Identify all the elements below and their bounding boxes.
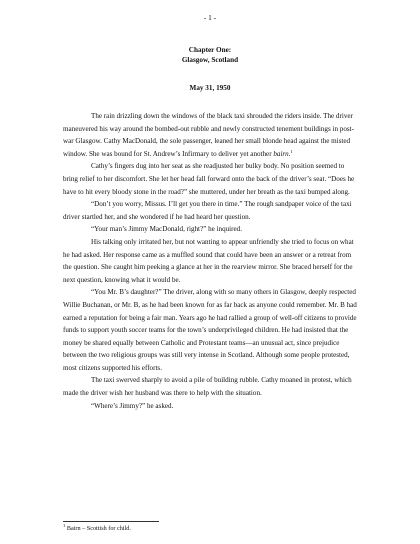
paragraph: The taxi swerved sharply to avoid a pile of building rubble. Cathy moaned in protest, which made the driver wish her husband was there to help with the situation. bbox=[63, 376, 352, 398]
paragraph: “Your man’s Jimmy MacDonald, right?” he inquired. bbox=[91, 225, 242, 234]
paragraph bbox=[63, 110, 361, 160]
footnote-text: Bairn – Scottish for child. bbox=[66, 525, 131, 532]
italic-word: bairn bbox=[273, 149, 289, 158]
footnote-number: 1 bbox=[63, 523, 66, 528]
body-text bbox=[63, 110, 361, 412]
chapter-title: Chapter One: bbox=[188, 46, 232, 54]
footnote-ref: 1 bbox=[290, 148, 293, 154]
page-number: - 1 - bbox=[203, 13, 217, 22]
paragraph-text-end: . bbox=[288, 149, 291, 158]
chapter-date: May 31, 1950 bbox=[189, 84, 231, 92]
paragraph: His talking only irritated her, but not wanting to appear unfriendly she tried to focus on what he had asked. Her response came as a muffled sound that could have been an answer or a retreat from the question. She caught him peeking a glance at her in the rearview mirror. She braced herself for the next question, knowing what it would be. bbox=[63, 237, 354, 284]
paragraph: Cathy’s fingers dug into her seat as she readjusted her bulky body. No position seemed to bring relief to her discomfort. She let her head fall forward onto the back of the driver’s seat. “Does he have to hit every bloody stone in the road?” she muttered, under her breath as the taxi bumped along. bbox=[63, 162, 355, 196]
paragraph: “Don’t you worry, Missus. I’ll get you there in time.” The rough sandpaper voice of the taxi driver startled her, and she wondered if he had heard her question. bbox=[63, 200, 352, 221]
paragraph: “Where’s Jimmy?” he asked. bbox=[91, 401, 174, 410]
footnote-divider bbox=[63, 521, 159, 522]
footnote bbox=[63, 525, 361, 533]
chapter-location: Glasgow, Scotland bbox=[181, 56, 239, 64]
paragraph-text: The rain drizzling down the windows of the black taxi shrouded the riders inside. The driver maneuvered his way around the bombed-out rubble and newly constructed tenement buildings in post-war Glasgow. Cathy MacDonald, the sole passenger, leaned her small blonde head against the misted window. She was bound for St. Andrew’s Infirmary to deliver yet another bbox=[63, 112, 354, 158]
paragraph: “You Mr. B’s daughter?” The driver, along with so many others in Glasgow, deeply respected Willie Buchanan, or Mr. B, as he had been known for as far back as anyone could remember. Mr. B had earned a reputation for being a fair man. Years ago he had rallied a group of well-off citizens to provide funds to support youth soccer teams for the town’s underprivileged children. He had insisted that the money be shared equally between Catholic and Protestant teams—an unusual act, since prejudice between the two religious groups was still very intense in Scotland. Although some people protested, most citizens supported his efforts. bbox=[63, 288, 357, 372]
